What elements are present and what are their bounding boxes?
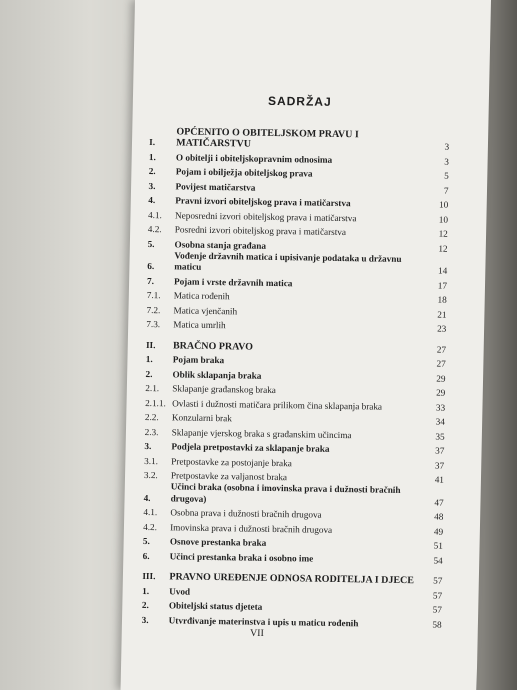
toc-entry-page: 14	[437, 265, 448, 276]
toc-entry-page: 49	[433, 526, 444, 537]
toc-entry-title: Ovlasti i dužnosti matičara prilikom čina sklapanja braka	[172, 397, 383, 412]
toc-entry-page: 18	[437, 294, 447, 305]
toc-entry-number: 6.	[142, 550, 150, 561]
toc-entry-number: 1.	[142, 585, 150, 596]
toc-entry-number: 3.1.	[144, 455, 159, 466]
toc-entry-page: 29	[436, 387, 446, 398]
toc-entry-title: Oblik sklapanja braka	[172, 368, 262, 381]
toc-entry-page: 51	[433, 540, 443, 551]
toc-entry-number: 2.	[148, 166, 156, 177]
toc-title: SADRŽAJ	[267, 93, 332, 109]
toc-entry-page: 3	[444, 141, 450, 152]
toc-entry-number: 7.3.	[146, 319, 161, 330]
toc-entry-title: Osnove prestanka braka	[169, 536, 267, 548]
toc-entry-number: 7.	[146, 275, 155, 286]
toc-entry-title: Konzularni brak	[171, 412, 232, 424]
toc-entry-number: 1.	[148, 151, 156, 162]
toc-entry-number: 1.	[145, 354, 153, 365]
toc-entry-title: Osobna prava i dužnosti bračnih drugova	[170, 507, 322, 520]
toc-entry-page: 57	[432, 590, 443, 601]
toc-entry-number: 4.	[143, 492, 151, 503]
toc-entry-title: Podjela pretpostavki za sklapanje braka	[171, 441, 330, 454]
toc-entry-page: 37	[435, 445, 445, 456]
toc-entry-number: 2.	[141, 599, 149, 611]
toc-entry-number: 2.	[145, 368, 153, 379]
toc-entry-title: Neposredni izvori obiteljskog prava i matičarstva	[174, 210, 357, 223]
toc-entry-title: Sklapanje vjerskog braka s građanskim učincima	[171, 426, 352, 440]
toc-entry-page: 10	[438, 214, 449, 225]
page-number: VII	[249, 627, 264, 640]
toc-entry-page: 27	[436, 358, 446, 369]
toc-entry-title: Pojam i obilježja obiteljskog prava	[175, 166, 313, 179]
toc-entry-number: 4.	[148, 195, 156, 206]
toc-entry-page: 21	[437, 309, 447, 320]
toc-entry-number: 4.2.	[147, 224, 162, 235]
toc-entry-title: Uvod	[169, 585, 191, 597]
toc-entry-page: 57	[432, 604, 442, 615]
toc-entry-number: 2.1.1.	[145, 397, 166, 408]
toc-entry-number: 3.	[148, 180, 156, 191]
toc-entry-number: 5.	[147, 238, 155, 249]
toc-entry-page: 54	[433, 555, 443, 566]
toc-entry-number: 7.2.	[146, 304, 161, 315]
toc-entry-title: Osobna stanja građana	[174, 239, 267, 251]
toc-entry-title: OPĆENITO O OBITELJSKOM PRAVU I MATIČARSTVU	[176, 126, 359, 150]
toc-entry-page: 23	[437, 323, 447, 334]
toc-entry-page: 5	[444, 170, 449, 181]
toc-entry-title: Posredni izvori obiteljskog prava i matičarstva	[174, 224, 347, 238]
toc-entry-title: Vođenje državnih matica i upisivanje podataka u državnu maticu	[174, 250, 402, 272]
toc-entry-page: 7	[443, 185, 449, 196]
toc-entry-page: 29	[436, 373, 446, 384]
toc-entry-title: Povijest matičarstva	[175, 181, 256, 193]
toc-entry-number: 4.1.	[143, 506, 158, 518]
toc-entry-title: PRAVNO UREĐENJE ODNOSA RODITELJA I DJECE	[169, 571, 415, 587]
toc-entry-page: 57	[433, 575, 443, 586]
toc-entry-page: 58	[432, 619, 442, 630]
toc-entry-title: BRAČNO PRAVO	[172, 340, 254, 353]
toc-entry-title: Učinci prestanka braka i osobno ime	[169, 550, 314, 564]
toc-entry-number: 6.	[147, 261, 155, 272]
toc-entry-page: 41	[434, 474, 445, 485]
toc-entry-title: Utvrđivanje materinstva i upis u maticu rođenih	[168, 614, 359, 628]
toc-entry-page: 34	[435, 416, 445, 427]
toc-entry-page: 48	[434, 511, 444, 522]
toc-entry-page: 33	[435, 402, 446, 413]
toc-entry-number: 2.3.	[144, 426, 159, 437]
toc-entry-title: Matica rođenih	[173, 290, 230, 302]
toc-entry-number: 2.1.	[145, 383, 160, 394]
toc-entry-title: Matica umrlih	[173, 319, 226, 331]
toc-entry-page: 27	[436, 344, 447, 355]
toc-entry-title: Pretpostavke za postojanje braka	[171, 455, 292, 468]
toc-entry-page: 12	[438, 243, 448, 254]
toc-entry-number: 3.2.	[143, 470, 158, 481]
toc-entry-number: II.	[145, 339, 156, 350]
toc-entry-number: 3.	[141, 614, 149, 625]
toc-entry-number: 7.1.	[146, 290, 161, 301]
table-of-contents	[142, 92, 450, 630]
toc-entry-number: 4.1.	[147, 209, 162, 220]
toc-entry-number: I.	[149, 137, 156, 148]
toc-entry-title: Pravni izvori obiteljskog prava i matičarstva	[175, 195, 351, 209]
toc-entry-page: 35	[435, 431, 445, 442]
toc-entry-page: 17	[437, 280, 448, 291]
toc-entry-title: Učinci braka (osobna i imovinska prava i dužnosti bračnih drugova)	[170, 481, 401, 504]
toc-entry-page: 3	[444, 156, 450, 167]
toc-entry-number: III.	[142, 570, 156, 582]
toc-entry-page: 12	[438, 228, 448, 239]
toc-entry-title: Pretpostavke za valjanost braka	[170, 470, 288, 483]
toc-list	[142, 126, 450, 630]
toc-entry-title: Sklapanje građanskog braka	[172, 383, 277, 396]
toc-entry-number: 5.	[142, 535, 150, 547]
toc-entry-number: 3.	[144, 441, 152, 452]
toc-entry-title: Matica vjenčanih	[173, 305, 238, 317]
toc-entry-page: 10	[438, 199, 449, 210]
toc-entry-page: 47	[434, 497, 444, 508]
toc-entry-title: Imovinska prava i dužnosti bračnih drugova	[170, 521, 333, 535]
toc-entry-title: Obiteljski status djeteta	[168, 600, 263, 612]
toc-entry-page: 37	[434, 460, 445, 471]
toc-entry-title: O obitelji i obiteljskopravnim odnosima	[175, 152, 333, 165]
toc-entry-number: 2.2.	[144, 412, 159, 423]
toc-entry-title: Pojam i vrste državnih matica	[173, 276, 293, 288]
toc-entry-number: 4.2.	[143, 521, 158, 532]
toc-entry-title: Pojam braka	[172, 354, 225, 366]
